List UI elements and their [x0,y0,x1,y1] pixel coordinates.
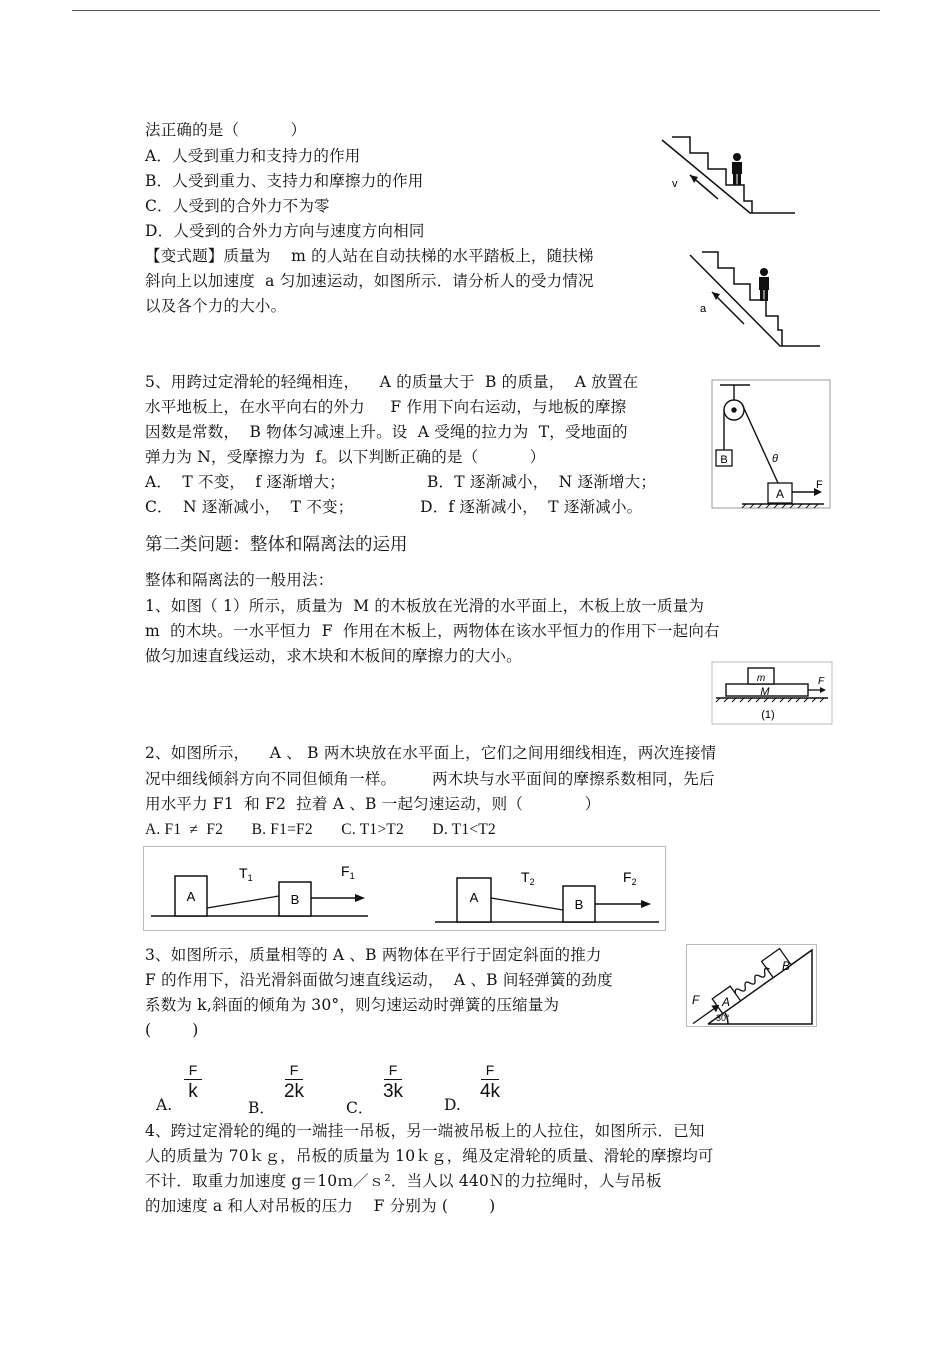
p3-option-c-fraction [375,1062,411,1102]
p4-line-1: 4、跨过定滑轮的绳的一端挂一吊板，另一端被吊板上的人拉住，如图所示．已知 [145,1122,705,1140]
p3-option-d-label: D. [444,1096,461,1114]
left-block-a: A [186,889,196,904]
header-rule [72,10,880,11]
p3-line-1: 3、如图所示，质量相等的 A 、B 两物体在平行于固定斜面的推力 [145,946,602,964]
variant-line-3: 以及各个力的大小。 [145,297,287,315]
denominator: 4k [479,1081,501,1102]
force-2-label: F [623,869,632,885]
variant-line-1: 【变式题】质量为 m 的人站在自动扶梯的水平踏板上，随扶梯 [145,247,594,265]
tension-2-label: T [521,869,530,885]
denominator: 3k [382,1081,404,1102]
p3-option-b-label: B． [248,1099,275,1117]
q4-option-d: D．人受到的合外力方向与速度方向相同 [145,222,425,240]
svg-text:F2: $F_2$ [623,869,637,887]
force-1-label: F [341,863,350,879]
variant-line-2: 斜向上以加速度 a 匀加速运动，如图所示．请分析人的受力情况 [145,272,594,290]
q5-line-4: 弹力为 N，受摩擦力为 f。以下判断正确的是（ ） [145,448,546,466]
escalator-figure-acceleration [688,250,823,350]
numerator: F [289,1062,299,1078]
q4-option-a: A．人受到重力和支持力的作用 [145,147,361,165]
p4-line-2: 人的质量为 70ｋｇ，吊板的质量为 10ｋｇ，绳及定滑轮的质量、滑轮的摩擦均可 [145,1147,714,1165]
q5-options-ab: A． T 不变， f 逐渐增大； B．T 逐渐减小， N 逐渐增大； [145,473,657,491]
velocity-label: v [672,178,678,190]
two-blocks-figure [143,846,667,932]
acceleration-label: a [700,303,707,315]
force-label: F [816,479,823,491]
p1-line-1: 1、如图（ 1）所示，质量为 M 的木板放在光滑的水平面上，木板上放一质量为 [145,597,705,615]
p3-option-a-label: A. [156,1096,173,1114]
section-title: 第二类问题：整体和隔离法的运用 [145,535,408,555]
incline-block-a: A [722,995,731,1009]
q5-line-1: 5、用跨过定滑轮的轻绳相连， A 的质量大于 B 的质量， A 放置在 [145,373,639,391]
right-block-a: A [469,890,479,905]
p3-line-3: 系数为 k,斜面的倾角为 30°，则匀速运动时弹簧的压缩量为 [145,996,560,1014]
section-intro: 整体和隔离法的一般用法： [145,571,334,589]
q5-options-cd: C． N 逐渐减小， T 不变； D．f 逐渐减小， T 逐渐减小。 [145,498,643,516]
right-block-b: B [574,897,584,912]
q4-option-b: B．人受到重力、支持力和摩擦力的作用 [145,172,424,190]
figure-caption: (1) [761,709,775,721]
p4-line-4: 的加速度 a 和人对吊板的压力 F 分别为 ( ) [145,1197,496,1215]
theta-label: θ [772,453,778,465]
p1-line-2: m 的木块。一水平恒力 F 作用在木板上，两物体在该水平恒力的作用下一起向右 [145,622,720,640]
block-m-label: m [756,673,766,684]
board-block-figure [712,662,834,726]
q5-line-2: 水平地板上，在水平向右的外力 F 作用下向右运动，与地板的摩擦 [145,398,627,416]
p3-option-b-fraction [276,1062,312,1102]
incline-block-b: B [782,959,791,973]
p2-line-2: 况中细线倾斜方向不同但倾角一样。 两木块与水平面间的摩擦系数相同，先后 [145,770,715,788]
numerator: F [485,1062,495,1078]
incline-angle-label: 30° [716,1013,730,1023]
q4-stem: 法正确的是（ ） [145,121,307,139]
p2-line-3: 用水平力 F1 和 F2 拉着 A 、B 一起匀速运动，则（ ） [145,795,601,813]
block-a-label: A [775,487,785,501]
denominator: k [188,1081,198,1102]
p2-line-1: 2、如图所示， A 、 B 两木块放在水平面上，它们之间用细线相连，两次连接情 [145,744,717,762]
escalator-figure-velocity [660,135,800,215]
p3-line-2: F 的作用下，沿光滑斜面做匀速直线运动， A 、B 间轻弹簧的劲度 [145,971,613,989]
q4-option-c: C．人受到的合外力不为零 [145,197,330,215]
svg-text:T2: $T_2$ [521,869,535,887]
left-block-b: B [290,892,300,907]
block-b-label: B [720,454,728,466]
p3-line-4: ( ) [145,1021,199,1039]
svg-text:F1: $F_1$ [341,863,355,881]
p3-option-c-label: C． [346,1099,374,1117]
incline-force-label: F [692,993,700,1007]
pulley-figure [712,380,832,510]
p3-option-a-fraction [178,1062,208,1102]
p4-line-3: 不计．取重力加速度 g＝10ｍ／ｓ²．当人以 440Ｎ的力拉绳时，人与吊板 [145,1172,662,1190]
denominator: 2k [283,1081,305,1102]
force-f-label: F [818,676,825,687]
svg-text:T1: $T_1$ [239,865,253,883]
p1-line-3: 做匀加速直线运动，求木块和木板间的摩擦力的大小。 [145,647,522,665]
incline-spring-figure [686,944,818,1028]
numerator: F [388,1062,398,1078]
p3-option-d-fraction [472,1062,508,1102]
tension-1-label: T [239,865,248,881]
p2-options: A. F1 ≠ F2 B. F1=F2 C. T1>T2 D. T1<T2 [145,821,496,838]
q5-line-3: 因数是常数， B 物体匀减速上升。设 A 受绳的拉力为 T，受地面的 [145,423,628,441]
board-m-label: M [760,686,770,698]
numerator: F [188,1062,198,1078]
